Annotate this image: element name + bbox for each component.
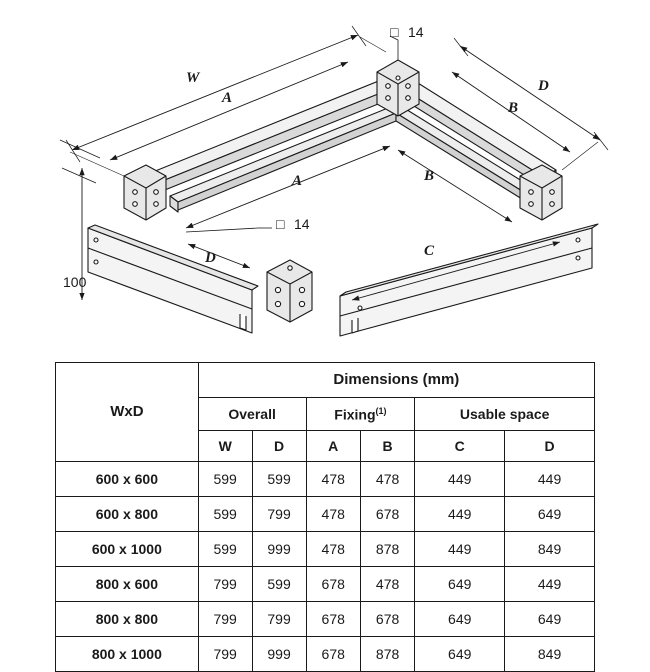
header-group-fixing-label: Fixing (334, 406, 376, 423)
dimension-label-c-front: C (424, 243, 435, 259)
row-size-label: 800 x 800 (56, 602, 199, 637)
cell-fixing-b: 878 (360, 637, 414, 672)
dimension-label-a-top: A (222, 90, 233, 106)
header-dimensions: Dimensions (mm) (198, 363, 594, 398)
cell-overall-d: 599 (252, 567, 306, 602)
table-row (56, 497, 595, 532)
dimension-label-d-left: D (205, 250, 216, 266)
table-row (56, 532, 595, 567)
header-col-usable-c: C (415, 431, 505, 462)
cell-fixing-b: 678 (360, 602, 414, 637)
cell-usable-d: 449 (505, 462, 595, 497)
table-row (56, 462, 595, 497)
row-size-label: 600 x 800 (56, 497, 199, 532)
dimension-label-d-right: D (538, 78, 549, 94)
table-head (56, 363, 595, 462)
square-symbol-mid: □ (276, 216, 285, 232)
cell-fixing-a: 478 (306, 462, 360, 497)
cell-overall-d: 799 (252, 497, 306, 532)
cell-usable-c: 649 (415, 637, 505, 672)
cell-fixing-b: 678 (360, 497, 414, 532)
cell-usable-c: 649 (415, 602, 505, 637)
cell-fixing-b: 478 (360, 462, 414, 497)
dimensions-table-wrapper (55, 362, 595, 672)
cell-usable-d: 649 (505, 497, 595, 532)
cell-usable-c: 449 (415, 462, 505, 497)
header-col-usable-d: D (505, 431, 595, 462)
header-col-overall-d: D (252, 431, 306, 462)
cell-overall-d: 599 (252, 462, 306, 497)
cell-fixing-a: 678 (306, 637, 360, 672)
square-14-mid: 14 (294, 216, 310, 232)
dimension-label-b-right: B (508, 100, 519, 116)
header-group-fixing (306, 398, 415, 431)
cell-overall-d: 799 (252, 602, 306, 637)
cell-usable-c: 449 (415, 532, 505, 567)
table-row (56, 637, 595, 672)
header-group-usable-space: Usable space (415, 398, 595, 431)
cell-fixing-a: 678 (306, 602, 360, 637)
table-body (56, 462, 595, 672)
header-col-fixing-a: A (306, 431, 360, 462)
cell-fixing-b: 478 (360, 567, 414, 602)
cell-usable-d: 849 (505, 637, 595, 672)
cell-usable-d: 449 (505, 567, 595, 602)
cell-overall-w: 599 (198, 462, 252, 497)
header-group-fixing-footnote: (1) (375, 405, 387, 416)
header-col-overall-w: W (198, 431, 252, 462)
square-14-top: 14 (408, 24, 424, 40)
cell-usable-d: 649 (505, 602, 595, 637)
cell-overall-d: 999 (252, 637, 306, 672)
cell-fixing-a: 478 (306, 497, 360, 532)
cell-usable-d: 849 (505, 532, 595, 567)
cell-overall-w: 799 (198, 602, 252, 637)
dimension-label-a-inner: A (292, 173, 303, 189)
cell-overall-w: 599 (198, 532, 252, 567)
cell-overall-w: 799 (198, 567, 252, 602)
header-group-overall: Overall (198, 398, 306, 431)
row-size-label: 800 x 1000 (56, 637, 199, 672)
row-size-label: 600 x 600 (56, 462, 199, 497)
cell-fixing-a: 478 (306, 532, 360, 567)
cell-usable-c: 449 (415, 497, 505, 532)
table-header-row-1 (56, 363, 595, 398)
dimension-label-w: W (186, 70, 200, 86)
table-row (56, 567, 595, 602)
header-wxd: WxD (56, 363, 199, 462)
dimension-label-height: 100 (63, 274, 87, 290)
dimensions-table (55, 362, 595, 672)
row-size-label: 600 x 1000 (56, 532, 199, 567)
cell-fixing-a: 678 (306, 567, 360, 602)
square-symbol-top: □ (390, 24, 399, 40)
cell-overall-w: 599 (198, 497, 252, 532)
cell-overall-w: 799 (198, 637, 252, 672)
cell-usable-c: 649 (415, 567, 505, 602)
cell-overall-d: 999 (252, 532, 306, 567)
table-row (56, 602, 595, 637)
dimension-label-b-inner: B (424, 168, 435, 184)
cell-fixing-b: 878 (360, 532, 414, 567)
row-size-label: 800 x 600 (56, 567, 199, 602)
header-col-fixing-b: B (360, 431, 414, 462)
